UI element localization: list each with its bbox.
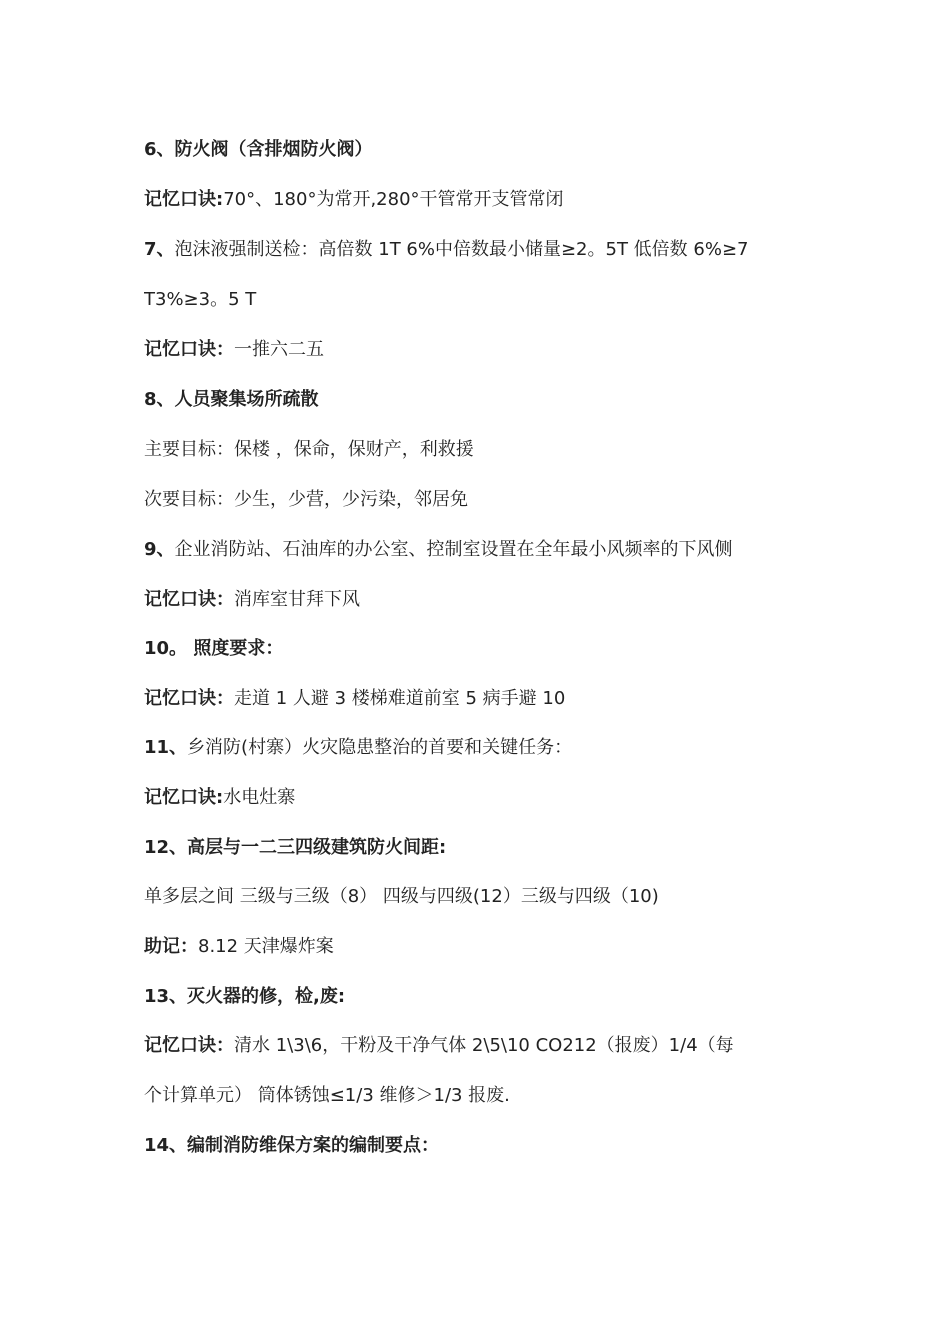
line-text: 主要目标：保楼 ，保命，保财产，利救援: [144, 439, 474, 460]
heading-item-13: [144, 985, 824, 1009]
line-text: 消库室甘拜下风: [234, 589, 360, 610]
line-text: 走道 1 人避 3 楼梯难道前室 5 病手避 10: [234, 688, 566, 709]
text-line: [144, 1084, 824, 1108]
mnemonic-line: [144, 188, 824, 212]
heading-item-12: [144, 836, 824, 860]
line-bold: 记忆口诀：: [144, 1035, 234, 1056]
line-text: 70°、180°为常开,280°干管常开支管常闭: [223, 189, 564, 210]
line-bold: 7、: [144, 239, 175, 260]
heading-item-9: [144, 538, 824, 562]
line-bold: 9、: [144, 539, 175, 560]
mnemonic-line: [144, 338, 824, 362]
mnemonic-line: [144, 687, 824, 711]
heading-item-8: [144, 388, 824, 412]
text-line: [144, 488, 824, 512]
line-bold: 记忆口诀:: [144, 787, 224, 808]
line-text: 个计算单元） 筒体锈蚀≤1/3 维修＞1/3 报废.: [144, 1085, 510, 1106]
text-line: [144, 288, 824, 312]
line-bold: 8、人员聚集场所疏散: [144, 389, 319, 410]
line-text: 水电灶寨: [223, 787, 296, 808]
line-bold: 10。 照度要求：: [144, 638, 284, 659]
line-text: T3%≥3。5 T: [144, 289, 257, 310]
line-bold: 记忆口诀：: [144, 688, 234, 709]
line-text: 乡消防(村寨）火灾隐患整治的首要和关键任务：: [187, 737, 573, 758]
mnemonic-line: [144, 786, 824, 810]
line-bold: 记忆口诀:: [144, 189, 224, 210]
line-text: 一推六二五: [234, 339, 324, 360]
heading-item-14: [144, 1134, 824, 1158]
heading-item-7: [144, 238, 824, 262]
mnemonic-line: [144, 1034, 824, 1058]
line-text: 8.12 天津爆炸案: [198, 936, 334, 957]
line-text: 泡沫液强制送检：高倍数 1T 6%中倍数最小储量≥2。5T 低倍数 6%≥7: [174, 239, 749, 260]
line-bold: 12、高层与一二三四级建筑防火间距:: [144, 837, 447, 858]
line-bold: 记忆口诀：: [144, 589, 234, 610]
heading-item-6: [144, 138, 824, 162]
text-line: [144, 438, 824, 462]
line-bold: 助记：: [144, 936, 198, 957]
line-bold: 11、: [144, 737, 188, 758]
line-text: 清水 1\3\6，干粉及干净气体 2\5\10 CO212（报废）1/4（每: [234, 1035, 734, 1056]
line-text: 企业消防站、石油库的办公室、控制室设置在全年最小风频率的下风侧: [174, 539, 733, 560]
heading-item-10: [144, 637, 824, 661]
mnemonic-line: [144, 588, 824, 612]
text-line: [144, 885, 824, 909]
line-bold: 6、防火阀（含排烟防火阀）: [144, 139, 373, 160]
mnemonic-line: [144, 935, 824, 959]
line-text: 单多层之间 三级与三级（8） 四级与四级(12）三级与四级（10): [144, 886, 659, 907]
line-bold: 13、灭火器的修，检,废:: [144, 986, 346, 1007]
line-bold: 14、编制消防维保方案的编制要点：: [144, 1135, 440, 1156]
heading-item-11: [144, 736, 824, 760]
line-text: 次要目标：少生，少营，少污染，邻居免: [144, 489, 468, 510]
line-bold: 记忆口诀：: [144, 339, 234, 360]
